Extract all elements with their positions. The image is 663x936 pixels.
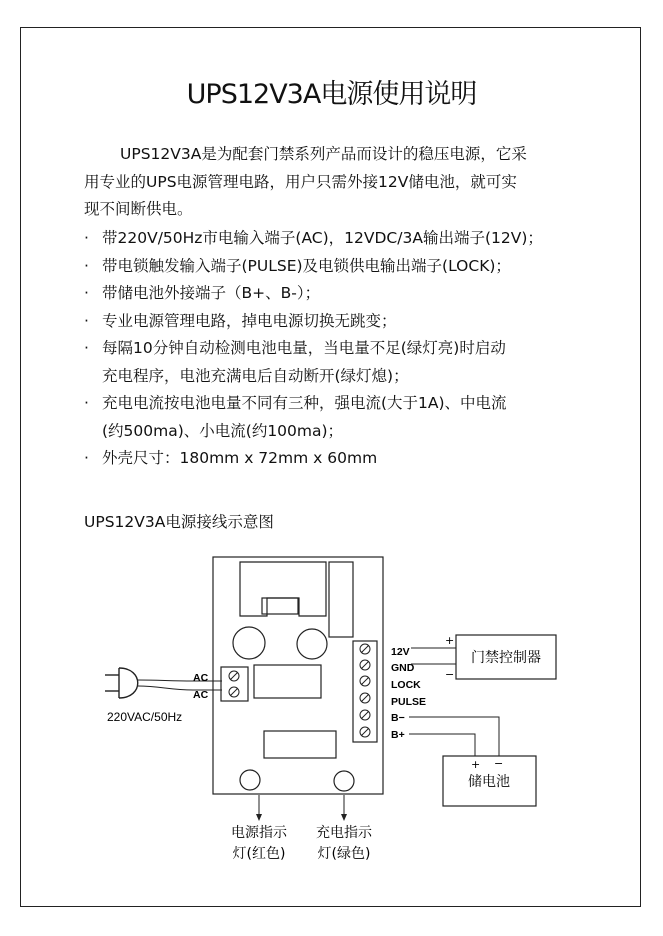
battery-minus-sign: − [494,757,504,770]
feature-text: 带电锁触发输入端子(PULSE)及电锁供电输出端子(LOCK)； [102,256,511,275]
ac-screw-1 [229,671,239,681]
terminal-label-12v: 12V [391,646,410,658]
terminal-label-lock: LOCK [391,679,421,691]
heatsink-component [329,562,353,637]
bullet-dot: · [84,284,89,302]
output-screws [360,644,370,737]
mains-voltage-label: 220VAC/50Hz [107,710,183,724]
bullet-dot: · [84,229,89,247]
ac-label-2: AC [193,689,209,701]
ac-label-1: AC [193,672,209,684]
charge-led [334,771,354,791]
terminal-label-b-plus: B+ [391,729,405,741]
feature-text: 外壳尺寸：180mm x 72mm x 60mm [102,449,378,467]
feature-text: 每隔10分钟自动检测电池电量，当电量不足(绿灯亮)时启动 [102,339,506,357]
feature-text: 带220V/50Hz市电输入端子(AC)，12VDC/3A输出端子(12V)； [102,229,543,247]
access-controller-label: 门禁控制器 [471,650,541,666]
terminal-screw [360,644,370,654]
controller-minus-sign: − [445,668,455,681]
battery-label: 储电池 [468,774,510,790]
intro-line-2: 用专业的UPS电源管理电路，用户只需外接12V储电池，就可实 [84,172,517,191]
terminal-screw [360,710,370,720]
feature-text: 充电程序，电池充满电后自动断开(绿灯熄)； [102,366,409,385]
bullet-dot: · [84,394,89,412]
power-led [240,770,260,790]
feature-text: 充电电流按电池电量不同有三种，强电流(大于1A)、中电流 [102,394,507,412]
feature-text: 带储电池外接端子（B+、B-）； [102,284,321,302]
controller-wires [411,648,456,664]
bullet-dot: · [84,339,89,357]
power-led-caption-2: 灯(红色) [232,846,286,862]
feature-text: (约500ma)、小电流(约100ma)； [102,421,344,440]
page-title: UPS12V3A电源使用说明 [186,79,477,110]
bullet-dot: · [84,256,89,275]
intro-line-3: 现不间断供电。 [84,200,193,218]
power-led-caption-1: 电源指示 [231,825,287,841]
transformer-block [240,562,326,616]
ac-terminal-block [221,667,248,701]
terminal-label-b-minus: B− [391,712,405,724]
control-module [264,731,336,758]
ac-screw-2 [229,687,239,697]
charge-led-caption-1: 充电指示 [316,825,372,841]
capacitor-left [233,627,265,659]
controller-plus-sign: + [445,634,455,647]
charge-led-arrow [341,795,347,821]
terminal-label-pulse: PULSE [391,696,427,708]
terminal-label-gnd: GND [391,662,415,674]
battery-wires [409,717,499,756]
diagram-title: UPS12V3A电源接线示意图 [84,513,274,531]
charge-led-caption-2: 灯(绿色) [317,846,371,862]
terminal-screw [360,676,370,686]
terminal-screw [360,660,370,670]
relay-module [254,665,321,698]
power-led-arrow [256,795,262,821]
bullet-dot: · [84,449,89,467]
terminal-screw [360,693,370,703]
intro-line-1: UPS12V3A是为配套门禁系列产品而设计的稳压电源，它采 [120,145,527,163]
capacitor-right [297,629,327,659]
terminal-screw [360,727,370,737]
feature-text: 专业电源管理电路，掉电电源切换无跳变； [102,311,397,330]
battery-plus-sign: + [471,758,481,771]
bullet-dot: · [84,311,89,330]
